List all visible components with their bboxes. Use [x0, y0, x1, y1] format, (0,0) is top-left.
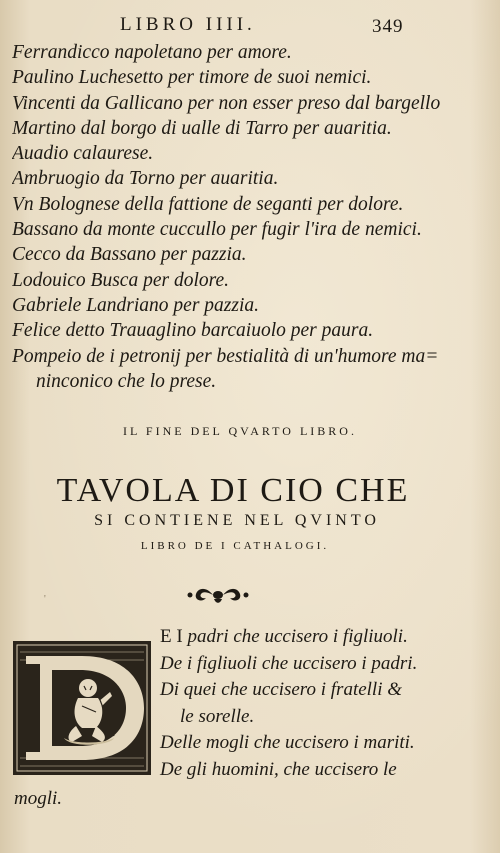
book-end-colophon: IL FINE DEL QVARTO LIBRO. [123, 424, 357, 438]
catalogue-entry: Paulino Luchesetto per timore de suoi nemici. [12, 67, 372, 89]
catalogue-entry: Vn Bolognese della fattione de seganti per dolore. [12, 193, 404, 215]
catalogue-entry: Bassano da monte cuccullo per fugir l'ira de nemici. [12, 219, 422, 241]
chapter-entry-continuation: mogli. [14, 788, 63, 809]
chapter-entries [160, 624, 490, 783]
table-subtitle-small: LIBRO DE I CATHALOGI. [140, 540, 330, 552]
woodcut-initial-putto-icon [12, 640, 152, 776]
catalogue-entry: Ambruogio da Torno per auaritia. [12, 168, 279, 190]
chapter-entry [160, 677, 490, 704]
chapter-entry-text: le sorelle. [180, 705, 255, 727]
page-number: 349 [372, 16, 404, 37]
chapter-entry-text: Di quei che uccisero i fratelli & [160, 679, 403, 700]
catalogue-entry: Pompeio de i petronij per bestialità di un'humore ma= [12, 345, 439, 367]
catalogue-entry: Ferrandicco napoletano per amore. [12, 42, 292, 63]
catalogue-entry: Vincenti da Gallicano per non esser preso dal bargello [12, 92, 441, 114]
chapter-entry-text: De i figliuoli che uccisero i padri. [160, 652, 418, 674]
catalogue-entry: Auadio calaurese. [12, 143, 154, 165]
chapter-entry [160, 624, 490, 651]
chapter-entry-text: De gli huomini, che uccisero le [160, 758, 397, 780]
fleuron-ornament-icon [186, 584, 250, 606]
catalogue-entry: Martino dal borgo di ualle di Tarro per auaritia. [12, 117, 392, 139]
running-head: LIBRO IIII. [120, 14, 256, 35]
catalogue-entries [12, 40, 492, 394]
table-title: TAVOLA DI CIO CHE [56, 472, 410, 509]
chapter-entry [160, 730, 490, 757]
stray-mark: ' [44, 594, 46, 605]
catalogue-entry-continuation: ninconico che lo prese. [36, 370, 217, 392]
table-subtitle: SI CONTIENE NEL QVINTO [94, 512, 380, 529]
catalogue-entry: Lodouico Busca per dolore. [12, 269, 230, 291]
chapter-entry-roman: E I [160, 626, 183, 647]
catalogue-entry: Felice detto Trauaglino barcaiuolo per paura. [12, 320, 374, 342]
chapter-entry-text: Delle mogli che uccisero i mariti. [160, 732, 415, 753]
catalogue-entry: Gabriele Landriano per pazzia. [12, 294, 260, 316]
chapter-entry [160, 651, 490, 678]
chapter-entry-text: padri che uccisero i figliuoli. [182, 626, 408, 647]
chapter-entry [160, 757, 490, 784]
catalogue-entry: Cecco da Bassano per pazzia. [12, 244, 247, 266]
chapter-entry-continuation [160, 704, 490, 731]
